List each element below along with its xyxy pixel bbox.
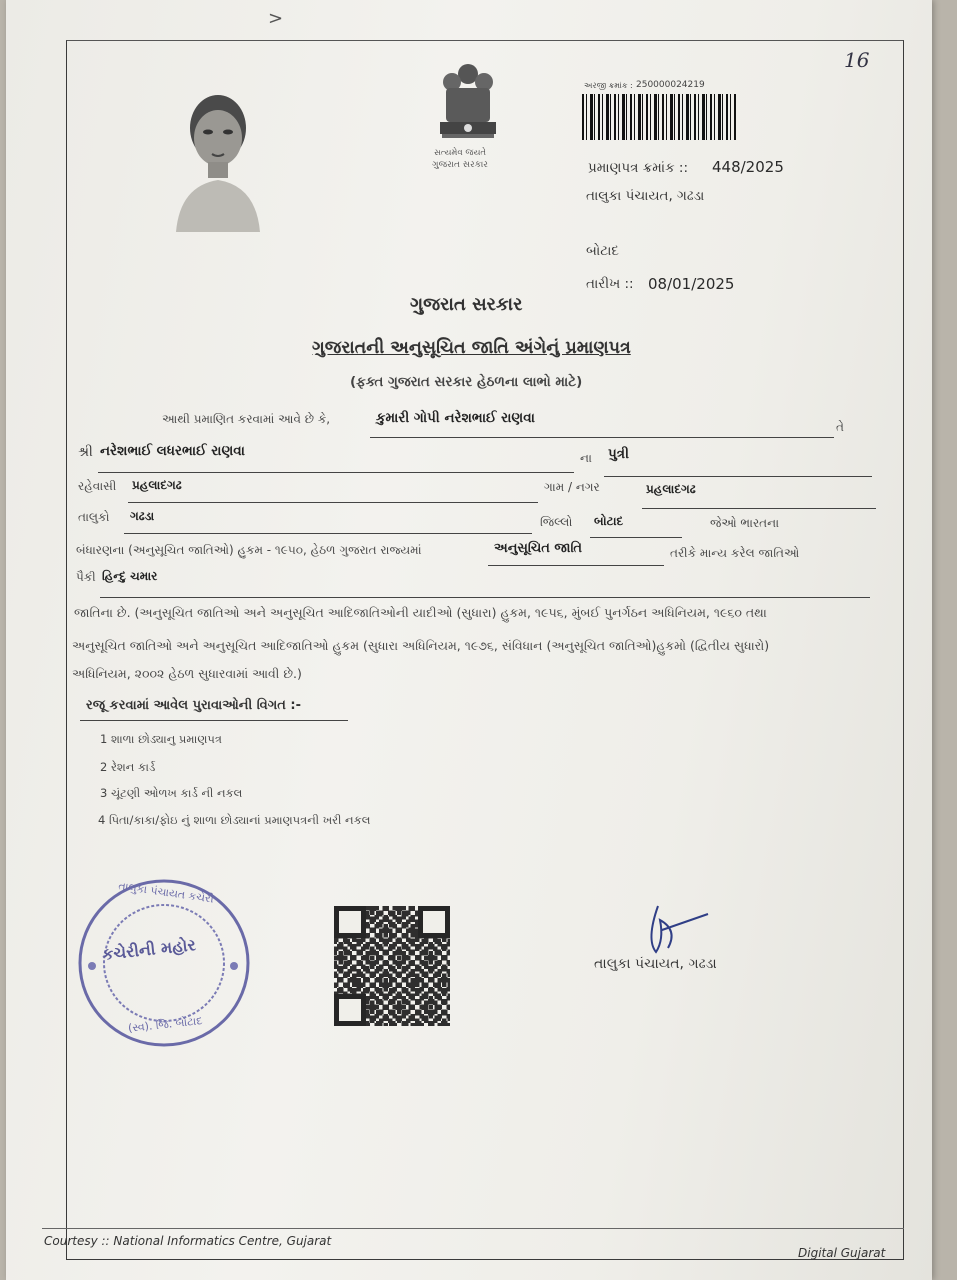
resident-place: પ્રહલાદગઢ [132,478,182,492]
caste: હિન્દુ ચમાર [102,569,158,583]
taluka-label: તાલુકો [78,510,110,524]
corner-mark: > [268,8,284,29]
footer-courtesy: Courtesy :: National Informatics Centre, Gujarat [44,1234,332,1248]
te-label: તે [836,420,844,434]
recognized-text: તરીકે માન્ય કરેલ જાતિઓ [670,546,800,560]
state-emblem [430,60,506,152]
header-district: બોટાદ [586,243,619,259]
issuing-office: તાલુકા પંચાયત, ગઢડા [586,188,705,204]
village-line [642,508,876,509]
applicant-photo [166,82,268,232]
signatory-office: તાલુકા પંચાયત, ગઢડા [594,956,717,972]
resident-line [128,502,538,503]
evidence-item: 2 રેશન કાર્ડ [100,760,156,774]
district: બોટાદ [594,514,624,528]
emblem-caption: ગુજરાત સરકાર [432,160,488,170]
seal-bottom-text: (સ્વ). જિ. બોટાદ [127,1014,204,1035]
ashoka-emblem-icon [430,60,506,152]
date-label: તારીખ :: [586,276,634,292]
taluka-line [124,533,532,534]
page-number: 16 [844,48,870,72]
evidence-item: 1 શાળા છોડ્યાનુ પ્રમાણપત્ર [100,732,222,746]
government-title: ગુજરાત સરકાર [410,294,523,315]
certificate-no-label: પ્રમાણપત્ર ક્રમાંક :: [588,160,689,176]
evidence-item: 4 પિતા/કાકા/ફોઇ નું શાળા છોડ્યાનાં પ્રમાણપત્રની ખરી નકલ [98,813,371,827]
shri-label: શ્રી [78,444,93,460]
district-line [590,537,682,538]
relation-line [604,476,872,477]
paragraph-line-2: અનુસૂચિત જાતિઓ અને અનુસૂચિત આદિજાતિઓ હુકમ (સુધારા અધિનિયમ, ૧૯૭૬, સંવિધાન (અનુસૂચિત જાતિઓ)હુકમો (દ્વિતીય સુધારો) [72,638,770,653]
certificate-no: 448/2025 [712,158,784,176]
seal-center-text: કચેરીની મહોર [101,935,197,964]
evidence-item: 3 ચૂંટણી ઓળખ કાર્ડ ની નકલ [100,786,243,800]
na-label: ના [580,451,592,465]
emblem-motto: સત્યમેવ જયતે [434,148,487,158]
father-name: નરેશભાઈ લધરભાઈ રાણવા [100,443,245,459]
certificate-title: ગુજરાતની અનુસૂચિત જાતિ અંગેનું પ્રમાણપત્ર [312,338,631,358]
application-no: 250000024219 [636,80,705,90]
footer-brand: Digital Gujarat [798,1246,886,1260]
relation: પુત્રી [608,446,629,462]
joe-label: જેઓ ભારતના [710,516,780,530]
district-label: જિલ્લો [540,515,573,529]
seal-ring-text: તાલુકા પંચાયત કચેરી [117,879,215,906]
office-seal [74,874,254,1052]
applicant-name: કુમારી ગોપી નરેશભાઈ રાણવા [376,410,535,426]
constitution-text: બંધારણના (અનુસૂચિત જાતિઓ) હુકમ - ૧૯૫૦, હેઠળ ગુજરાત રાજ્યમાં [76,543,422,557]
caste-line [100,597,870,598]
certificate-subtitle: (ફક્ત ગુજરાત સરકાર હેઠળના લાભો માટે) [350,374,583,390]
paragraph-line-1: જાતિના છે. (અનુસૂચિત જાતિઓ અને અનુસૂચિત આદિજાતિઓની યાદીઓ (સુધારા) હુકમ, ૧૯૫૬, મુંબઈ પુનર્ગઠન અધિનિયમ, ૧૯૬૦ તથા [74,605,767,620]
paiki-label: પૈકી [76,570,96,584]
category-line [488,565,664,566]
signature-icon [638,900,718,960]
evidence-heading: રજૂ કરવામાં આવેલ પુરાવાઓની વિગત :- [86,698,301,713]
father-name-line [98,472,574,473]
application-no-label: અરજી ક્રમાંક : [584,81,633,90]
taluka: ગઢડા [130,509,155,523]
footer-rule [42,1228,904,1229]
intro-label: આથી પ્રમાણિત કરવામાં આવે છે કે, [162,412,331,426]
paragraph-line-3: અધિનિયમ, ૨૦૦૨ હેઠળ સુધારવામાં આવી છે.) [72,666,302,681]
verification-qr-code [334,906,450,1026]
village-label: ગામ / નગર [544,480,600,494]
village: પ્રહલાદગઢ [646,482,696,496]
resident-label: રહેવાસી [78,479,117,493]
evidence-heading-line [80,720,348,721]
certificate-paper [6,0,932,1280]
application-barcode [582,94,736,140]
category: અનુસૂચિત જાતિ [494,541,583,556]
issue-date: 08/01/2025 [648,275,735,293]
applicant-name-line [370,437,834,438]
